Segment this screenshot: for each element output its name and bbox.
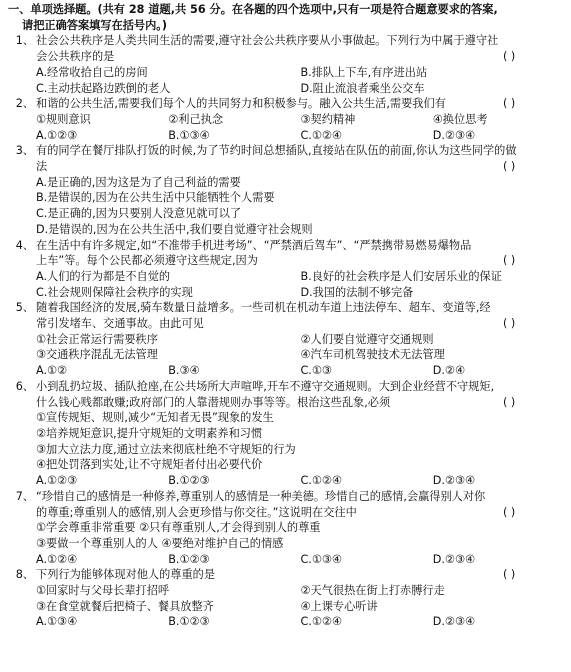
question-4 (8, 238, 565, 301)
options-row (8, 285, 565, 301)
question-stem-line (8, 143, 565, 159)
question-6 (8, 379, 565, 489)
statements-row (8, 332, 565, 348)
question-stem-text: 的尊重;尊重别人的感情,别人会更珍惜与你交往。”这说明在交往中 (36, 505, 357, 519)
question-stem-text: 什么钱心贱都敢赚;政府部门的人靠潜规则办事等等。根治这些乱象,必须 (36, 395, 391, 409)
question-number (8, 505, 36, 521)
statement-item: ④把处罚落到实处,让不守规矩者付出必要代价 (36, 458, 263, 472)
question-number (8, 49, 36, 65)
statement-item: ①学会尊重非常重要 ②只有尊重别人,才会得到别人的尊重 (36, 521, 321, 535)
answer-option[interactable]: D.阻止流浪者乘坐公交车 (300, 81, 425, 95)
options-row (8, 552, 565, 568)
statement-item: ②利己执念 (168, 112, 224, 126)
question-stem-line (8, 567, 565, 583)
question-number: 3、 (15, 144, 34, 158)
statement-item: ①社会正常运行需要秩序 (36, 332, 158, 346)
answer-option[interactable]: C.社会规则保障社会秩序的实现 (36, 285, 193, 299)
answer-option[interactable]: C.①③ (300, 364, 332, 378)
question-number (8, 316, 36, 332)
question-number (8, 253, 36, 269)
answer-bracket[interactable]: ( ) (503, 395, 516, 409)
question-number: 4、 (15, 238, 34, 252)
question-5 (8, 300, 565, 379)
options-row (8, 128, 565, 144)
answer-option[interactable]: D.②③④ (432, 128, 476, 142)
answer-option[interactable]: A.①②③ (36, 474, 78, 488)
answer-bracket[interactable]: ( ) (503, 568, 516, 582)
question-2 (8, 96, 565, 143)
answer-option[interactable]: B.排队上下车,有序进出站 (300, 65, 428, 79)
question-stem-line (8, 505, 565, 521)
answer-option[interactable]: A.①② (36, 364, 68, 378)
answer-option[interactable]: B.①③④ (168, 128, 210, 142)
question-stem-line (8, 300, 565, 316)
question-stem-line (8, 49, 565, 65)
question-3 (8, 143, 565, 237)
statements-row (8, 520, 565, 536)
statements-row (8, 426, 565, 442)
section-header (8, 2, 565, 33)
statement-item: ④上课专心听讲 (300, 599, 378, 613)
question-stem-line (8, 395, 565, 411)
answer-option[interactable]: C.是正确的,因为只要别人没意见就可以了 (36, 207, 242, 221)
answer-option[interactable]: D.②③④ (432, 615, 476, 629)
answer-bracket[interactable]: ( ) (503, 317, 516, 331)
answer-option[interactable]: D.②③④ (432, 552, 476, 566)
answer-option[interactable]: B.①②③ (168, 474, 210, 488)
answer-option[interactable]: C.①②④ (300, 474, 342, 488)
statements-row (8, 410, 565, 426)
statement-item: ①宣传规矩、规则,减少“无知者无畏”现象的发生 (36, 411, 274, 425)
question-stem-text: 随着我国经济的发展,骑车数量日益增多。一些司机在机动车道上违法停车、超车、变道等,经 (36, 301, 491, 315)
answer-bracket[interactable]: ( ) (503, 254, 516, 268)
question-stem-text: 在生活中有许多规定,如“不准带手机进考场”、“严禁酒后驾车”、“严禁携带易燃易爆物品 (36, 238, 472, 252)
answer-option[interactable]: A.人们的行为都是不自觉的 (36, 269, 171, 283)
statement-item: ②培养规矩意识,提升守规矩的文明素养和习惯 (36, 426, 263, 440)
statement-item: ②人们要自觉遵守交通规则 (300, 332, 434, 346)
question-7 (8, 489, 565, 568)
answer-option[interactable]: D.②④ (432, 364, 465, 378)
question-stem-text: 上车”等。每个公民都必须遵守这些规定,因为 (36, 254, 258, 268)
answer-option[interactable]: B.是错误的,因为在公共生活中只能牺牲个人需要 (36, 191, 275, 205)
question-stem-text: 有的同学在餐厅排队打饭的时候,为了节约时间总想插队,直接站在队伍的前面,你认为这些同学的做 (36, 144, 517, 158)
statements-row (8, 112, 565, 128)
statement-item: ④换位思考 (432, 112, 488, 126)
answer-option[interactable]: C.主动扶起路边跌倒的老人 (36, 81, 171, 95)
question-stem-text: 法 (36, 160, 48, 174)
answer-option[interactable]: C.①②④ (300, 128, 342, 142)
answer-option[interactable]: A.①②③ (36, 128, 78, 142)
question-stem-text: “珍惜自己的感情是一种修养,尊重别人的感情是一种美德。珍惜自己的感情,会赢得别人对你 (36, 489, 486, 503)
question-number: 2、 (15, 97, 34, 111)
statements-row (8, 442, 565, 458)
statement-item: ②天气很热在街上打赤膊行走 (300, 584, 445, 598)
question-stem-line (8, 33, 565, 49)
question-stem-text: 小到乱扔垃圾、插队抢座,在公共场所大声喧哗,开车不遵守交通规则。大到企业经营不守规矩, (36, 379, 495, 393)
question-stem-line (8, 253, 565, 269)
answer-bracket[interactable]: ( ) (503, 505, 516, 519)
answer-option[interactable]: B.①②③ (168, 615, 210, 629)
question-1 (8, 33, 565, 96)
question-number: 1、 (15, 34, 34, 48)
question-stem-text: 和谐的公共生活,需要我们每个人的共同努力和积极参与。融入公共生活,需要我们有 (36, 97, 446, 111)
question-number: 8、 (15, 568, 34, 582)
options-row (8, 473, 565, 489)
options-row (8, 65, 565, 81)
answer-option[interactable]: A.经常收拾自己的房间 (36, 65, 148, 79)
question-number: 7、 (15, 489, 34, 503)
question-list (8, 33, 565, 630)
question-stem-line (8, 96, 565, 112)
options-row (8, 222, 565, 238)
options-row (8, 614, 565, 630)
question-stem-text: 会公共秩序的是 (36, 50, 115, 64)
question-number: 6、 (15, 379, 34, 393)
question-stem-line (8, 159, 565, 175)
answer-option[interactable]: B.③④ (168, 364, 200, 378)
statements-row (8, 536, 565, 552)
statements-row (8, 599, 565, 615)
answer-option[interactable]: C.①②④ (300, 615, 342, 629)
question-number: 5、 (15, 301, 34, 315)
answer-option[interactable]: A.是正确的,因为这是为了自己利益的需要 (36, 175, 241, 189)
statement-item: ①回家时与父母长辈打招呼 (36, 584, 170, 598)
answer-option[interactable]: A.①②④ (36, 552, 78, 566)
answer-option[interactable]: D.②③④ (432, 474, 476, 488)
answer-bracket[interactable]: ( ) (503, 97, 516, 111)
statement-item: ③要做一个尊重别人的人 ④要绝对维护自己的情感 (36, 536, 284, 550)
statements-row (8, 457, 565, 473)
options-row (8, 190, 565, 206)
question-stem-text: 社会公共秩序是人类共同生活的需要,遵守社会公共秩序要从小事做起。下列行为中属于遵守社 (36, 34, 499, 48)
options-row (8, 206, 565, 222)
answer-option[interactable]: A.①③④ (36, 615, 78, 629)
question-stem-line (8, 316, 565, 332)
answer-option[interactable]: B.良好的社会秩序是人们安居乐业的保证 (300, 269, 502, 283)
section-header-line-2: 请把正确答案填写在括号内。) (22, 18, 167, 32)
question-number (8, 395, 36, 411)
question-stem-text: 常引发堵车、交通事故。由此可见 (36, 317, 204, 331)
statement-item: ③在食堂就餐后把椅子、餐具放整齐 (36, 599, 214, 613)
options-row (8, 269, 565, 285)
answer-option[interactable]: D.是错误的,因为在公共生活中,我们要自觉遵守社会规则 (36, 222, 313, 236)
question-number (8, 159, 36, 175)
answer-option[interactable]: B.①②③ (168, 552, 210, 566)
question-stem-text: 下列行为能够体现对他人的尊重的是 (36, 568, 216, 582)
statement-item: ③契约精神 (300, 112, 356, 126)
options-row (8, 363, 565, 379)
question-stem-line (8, 379, 565, 395)
question-8 (8, 567, 565, 630)
statement-item: ④汽车司机驾驶技术无法管理 (300, 348, 445, 362)
statements-row (8, 583, 565, 599)
answer-bracket[interactable]: ( ) (503, 160, 516, 174)
answer-option[interactable]: D.我国的法制不够完备 (300, 285, 414, 299)
statement-item: ③交通秩序混乱无法管理 (36, 348, 158, 362)
section-header-line-1: 一、单项选择题。(共有 28 道题,共 56 分。在各题的四个选项中,只有一项是符合题意要求的答案, (8, 3, 498, 16)
statements-row (8, 347, 565, 363)
answer-option[interactable]: C.①③④ (300, 552, 342, 566)
statement-item: ①规则意识 (36, 112, 91, 126)
question-stem-line (8, 489, 565, 505)
options-row (8, 81, 565, 97)
options-row (8, 175, 565, 191)
statement-item: ③加大立法力度,通过立法来彻底杜绝不守规矩的行为 (36, 442, 296, 456)
answer-bracket[interactable]: ( ) (503, 50, 516, 64)
question-stem-line (8, 238, 565, 254)
